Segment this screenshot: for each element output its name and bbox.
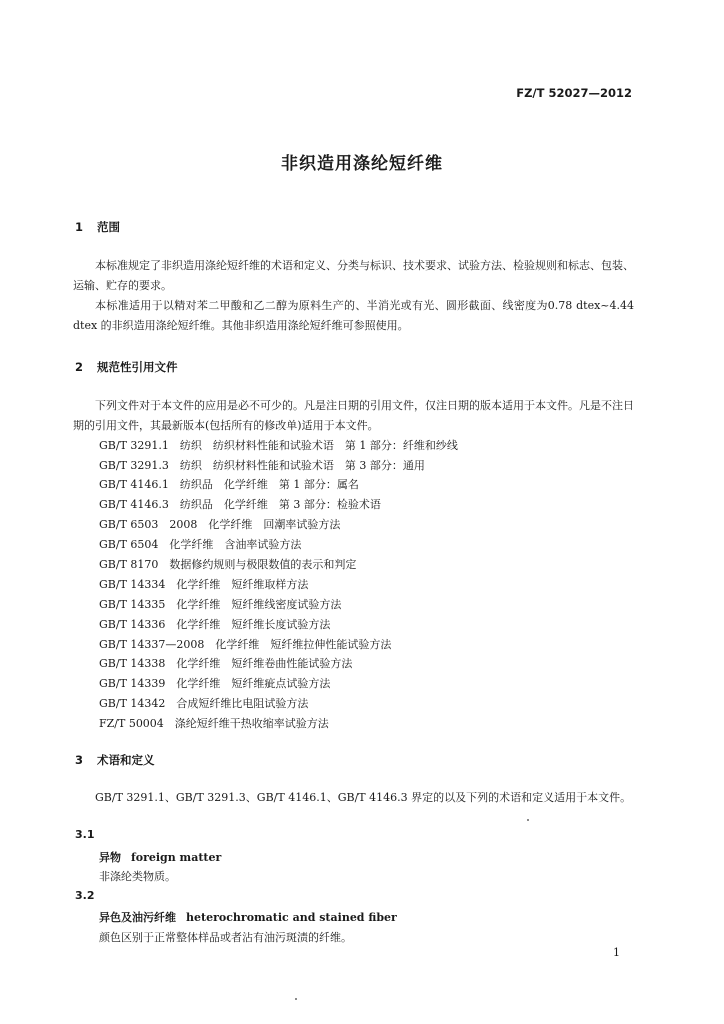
reference-item: GB/T 6503 2008 化学纤维 回潮率试验方法 — [99, 518, 341, 531]
reference-item: GB/T 4146.1 纺织品 化学纤维 第 1 部分：属名 — [99, 478, 359, 491]
section-2-heading — [75, 359, 178, 375]
scan-speck — [527, 819, 529, 821]
term-heading — [99, 849, 221, 865]
term-definition: 颜色区别于正常整体样品或者沾有油污斑渍的纤维。 — [99, 931, 352, 944]
document-title: 非织造用涤纶短纤维 — [281, 154, 443, 174]
section-3-intro: GB/T 3291.1、GB/T 3291.3、GB/T 4146.1、GB/T 4146.3 界定的以及下列的术语和定义适用于本文件。 — [95, 791, 632, 804]
term-heading — [99, 909, 397, 925]
reference-item: FZ/T 50004 涤纶短纤维干热收缩率试验方法 — [99, 717, 329, 730]
section-number: 1 — [75, 220, 84, 234]
section-title: 规范性引用文件 — [97, 360, 178, 374]
page-number: 1 — [613, 946, 620, 959]
reference-item: GB/T 14336 化学纤维 短纤维长度试验方法 — [99, 618, 331, 631]
standard-code: FZ/T 52027—2012 — [516, 86, 632, 100]
section-2-intro: 下列文件对于本文件的应用是必不可少的。凡是注日期的引用文件，仅注日期的版本适用于本文件。凡是不注日期的引用文件，其最新版本(包括所有的修改单)适用于本文件。 — [73, 399, 634, 432]
term-cn: 异色及油污纤维 — [99, 911, 176, 924]
section-title: 范围 — [97, 220, 120, 234]
reference-item: GB/T 14334 化学纤维 短纤维取样方法 — [99, 578, 309, 591]
section-1-paragraph-1: 本标准规定了非织造用涤纶短纤维的术语和定义、分类与标识、技术要求、试验方法、检验规则和标志、包装、运输、贮存的要求。 — [73, 259, 634, 292]
section-1-heading — [75, 219, 120, 235]
term-en: foreign matter — [131, 851, 222, 864]
reference-item: GB/T 14337—2008 化学纤维 短纤维拉伸性能试验方法 — [99, 638, 392, 651]
reference-item: GB/T 4146.3 纺织品 化学纤维 第 3 部分：检验术语 — [99, 498, 381, 511]
reference-item: GB/T 14339 化学纤维 短纤维疵点试验方法 — [99, 677, 331, 690]
term-number: 3.2 — [75, 889, 95, 902]
term-definition: 非涤纶类物质。 — [99, 870, 176, 883]
reference-item: GB/T 8170 数据修约规则与极限数值的表示和判定 — [99, 558, 357, 571]
term-en: heterochromatic and stained fiber — [186, 911, 397, 924]
reference-item: GB/T 6504 化学纤维 含油率试验方法 — [99, 538, 302, 551]
term-cn: 异物 — [99, 851, 121, 864]
reference-item: GB/T 14338 化学纤维 短纤维卷曲性能试验方法 — [99, 657, 353, 670]
section-title: 术语和定义 — [97, 753, 155, 767]
reference-item: GB/T 3291.3 纺织 纺织材料性能和试验术语 第 3 部分：通用 — [99, 459, 425, 472]
section-number: 2 — [75, 360, 84, 374]
section-1-paragraph-2: 本标准适用于以精对苯二甲酸和乙二醇为原料生产的、半消光或有光、圆形截面、线密度为0.78 dtex~4.44 dtex 的非织造用涤纶短纤维。其他非织造用涤纶短纤维可参照使用。 — [73, 299, 634, 332]
scan-speck — [295, 998, 297, 1000]
reference-item: GB/T 14342 合成短纤维比电阻试验方法 — [99, 697, 309, 710]
reference-item: GB/T 14335 化学纤维 短纤维线密度试验方法 — [99, 598, 342, 611]
section-number: 3 — [75, 753, 84, 767]
section-3-heading — [75, 752, 155, 768]
term-number: 3.1 — [75, 828, 95, 841]
reference-item: GB/T 3291.1 纺织 纺织材料性能和试验术语 第 1 部分：纤维和纱线 — [99, 439, 458, 452]
